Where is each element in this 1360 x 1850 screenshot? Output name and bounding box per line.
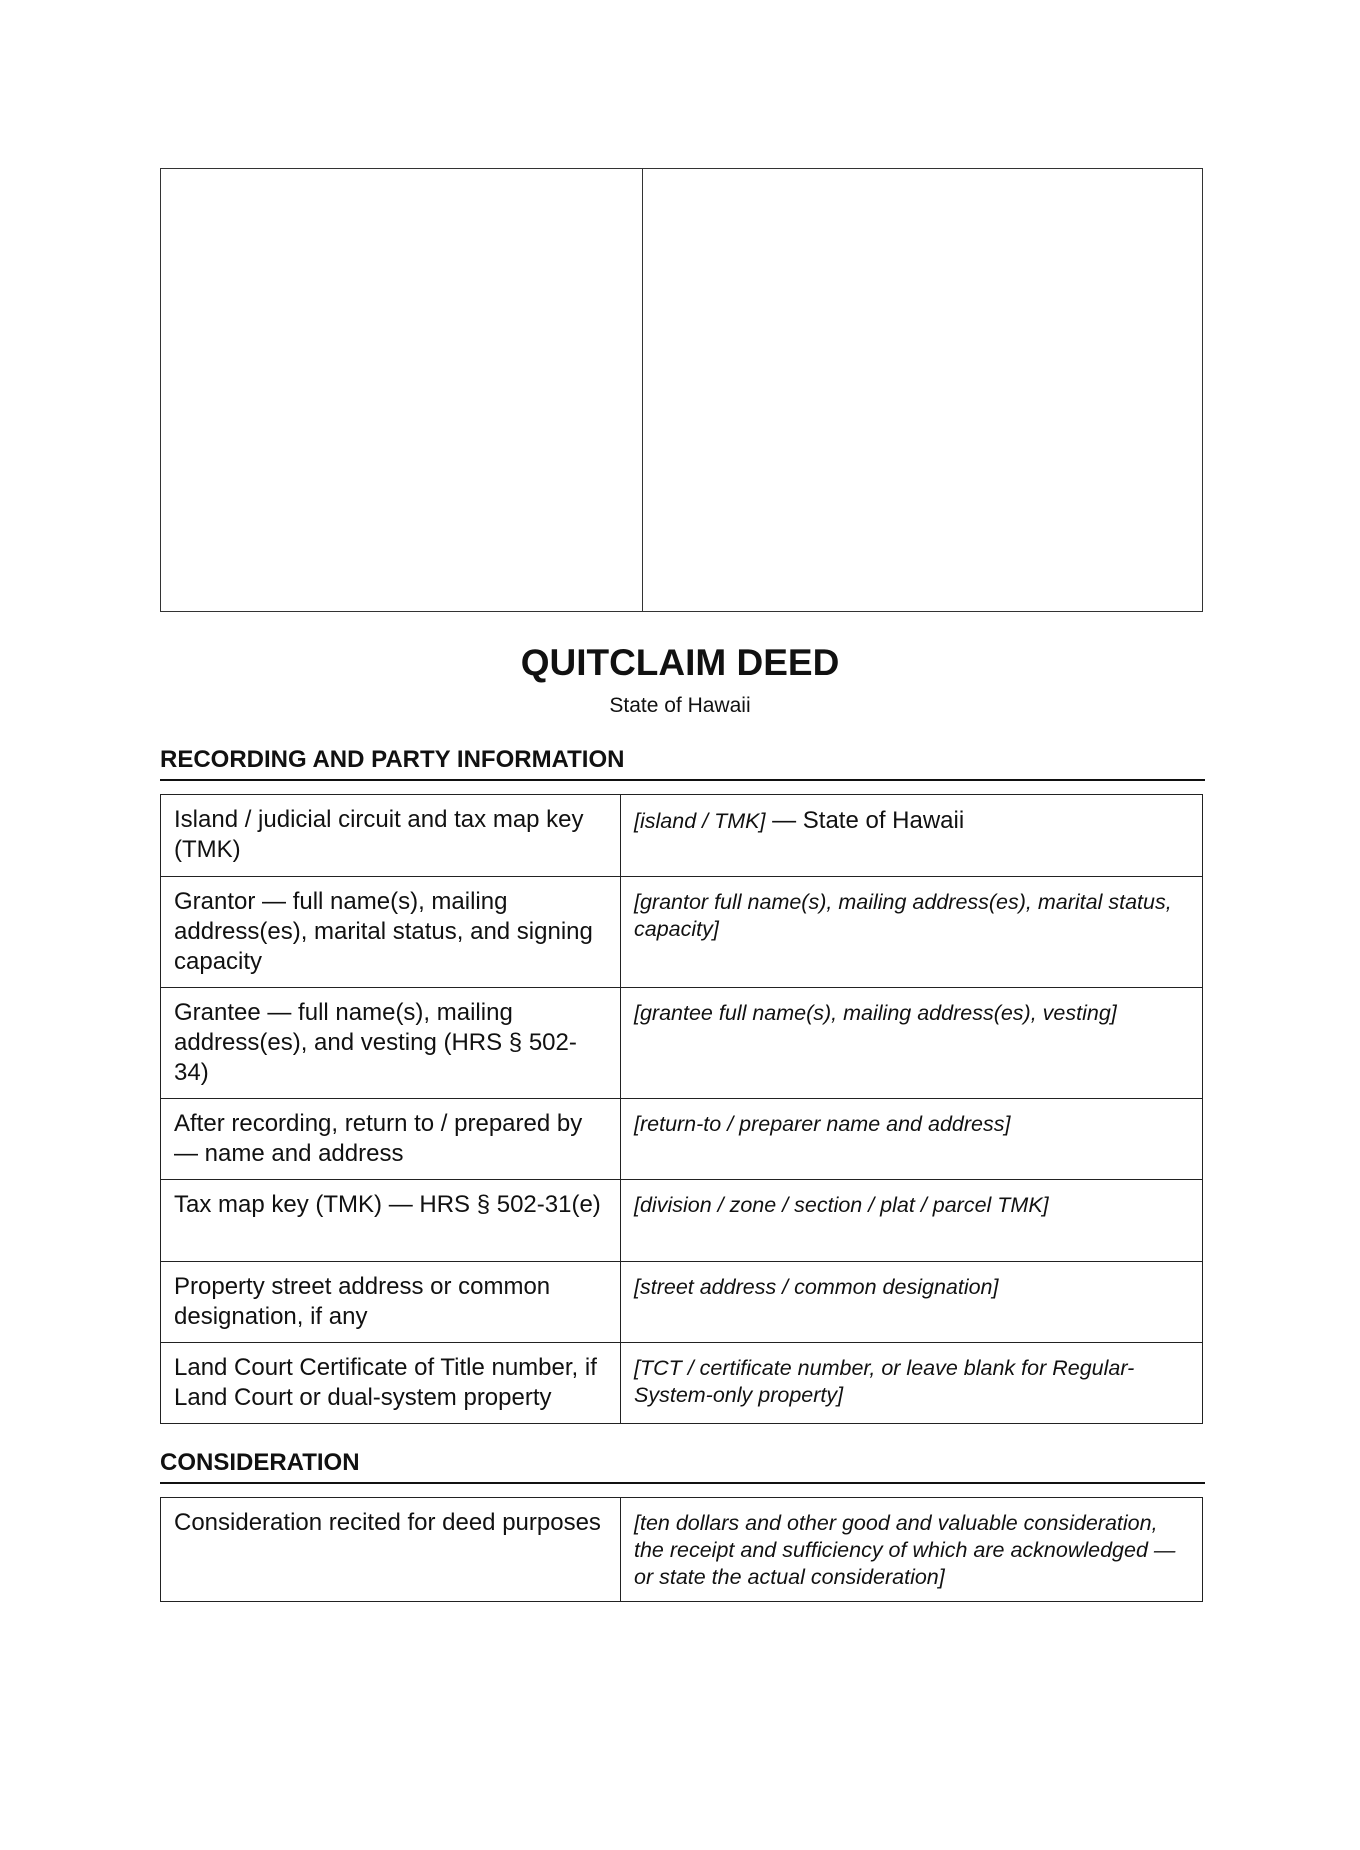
field-value: [division / zone / section / plat / parcel TMK]: [621, 1180, 1203, 1262]
field-value: [621, 795, 1203, 877]
section-heading-consideration: CONSIDERATION: [160, 1449, 1205, 1484]
consideration-table: [160, 1497, 1203, 1602]
section-heading-recording: RECORDING AND PARTY INFORMATION: [160, 746, 1205, 781]
recording-area-left-cell: [161, 169, 643, 611]
field-value: [return-to / preparer name and address]: [621, 1099, 1203, 1180]
recording-area-right-cell: [643, 169, 1202, 611]
field-label: Tax map key (TMK) — HRS § 502-31(e): [161, 1180, 621, 1262]
field-label: Consideration recited for deed purposes: [161, 1498, 621, 1602]
field-label: Land Court Certificate of Title number, if Land Court or dual-system property: [161, 1343, 621, 1424]
table-row: [161, 1262, 1203, 1343]
table-row: [161, 988, 1203, 1099]
field-value: [grantor full name(s), mailing address(es), marital status, capacity]: [621, 877, 1203, 988]
field-label: Grantee — full name(s), mailing address(es), and vesting (HRS § 502-34): [161, 988, 621, 1099]
field-value: [TCT / certificate number, or leave blank for Regular-System-only property]: [621, 1343, 1203, 1424]
field-value: [ten dollars and other good and valuable consideration, the receipt and sufficiency of which are acknowledged — or state the actual consideration]: [621, 1498, 1203, 1602]
field-placeholder: [island / TMK]: [634, 809, 766, 833]
recording-area-box: [160, 168, 1203, 612]
field-value-suffix: — State of Hawaii: [765, 807, 965, 834]
table-row: [161, 1498, 1203, 1602]
recording-party-table: [160, 794, 1203, 1424]
field-value: [street address / common designation]: [621, 1262, 1203, 1343]
field-label: After recording, return to / prepared by — name and address: [161, 1099, 621, 1180]
document-subtitle: State of Hawaii: [609, 694, 751, 717]
table-row: [161, 1343, 1203, 1424]
table-row: [161, 1180, 1203, 1262]
document-title: QUITCLAIM DEED: [520, 642, 840, 683]
field-value: [grantee full name(s), mailing address(es), vesting]: [621, 988, 1203, 1099]
table-row: [161, 795, 1203, 877]
field-label: Property street address or common designation, if any: [161, 1262, 621, 1343]
table-row: [161, 877, 1203, 988]
field-label: Grantor — full name(s), mailing address(es), marital status, and signing capacity: [161, 877, 621, 988]
field-label: Island / judicial circuit and tax map key (TMK): [161, 795, 621, 877]
table-row: [161, 1099, 1203, 1180]
